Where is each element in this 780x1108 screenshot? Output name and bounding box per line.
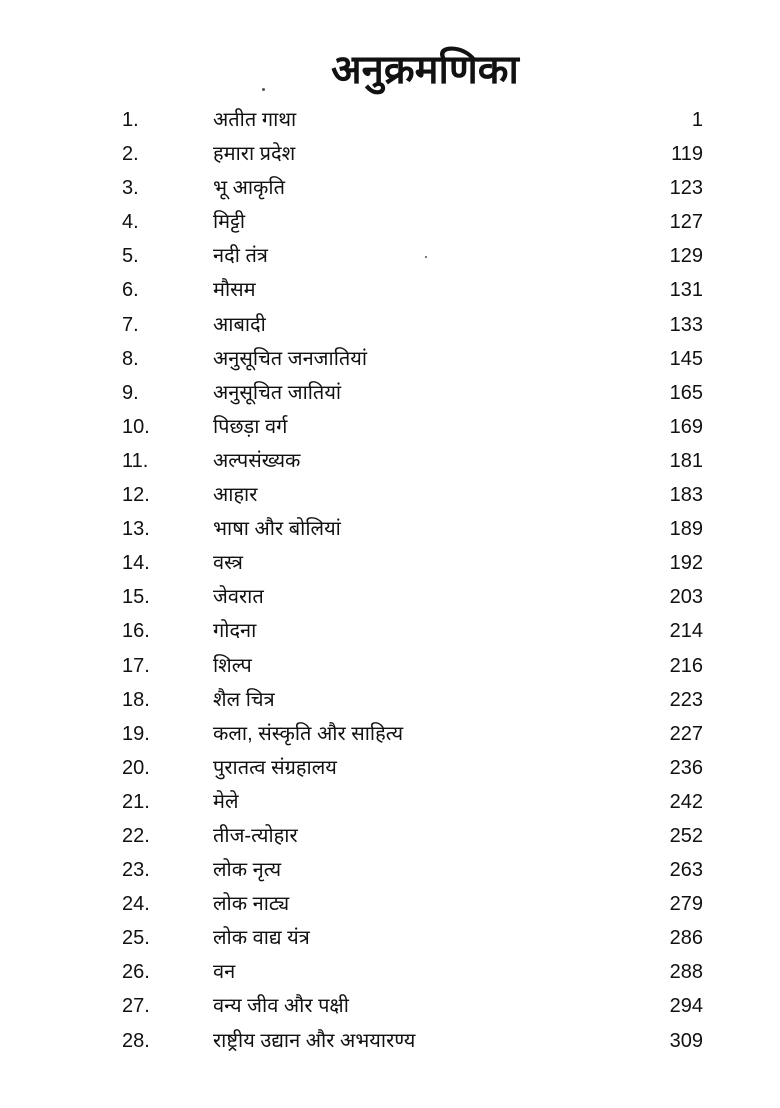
entry-page-number: 165 [669, 381, 703, 404]
entry-number: 11. [122, 449, 149, 472]
entry-number: 22. [122, 824, 150, 847]
entry-page-number: 309 [669, 1029, 703, 1052]
entry-number: 19. [122, 722, 150, 745]
entry-page-number: 127 [669, 211, 703, 234]
toc-entry [0, 991, 780, 1025]
entry-title: अनुसूचित जातियां [213, 381, 342, 404]
entry-title: आबादी [213, 313, 266, 336]
entry-title: जेवरात [213, 586, 264, 609]
entry-number: 20. [122, 756, 150, 779]
entry-page-number: 145 [669, 347, 703, 370]
toc-entry [0, 446, 780, 480]
entry-page-number: 119 [671, 143, 703, 166]
entry-title: पुरातत्व संग्रहालय [213, 756, 337, 779]
toc-entry [0, 480, 780, 514]
entry-number: 13. [122, 518, 150, 541]
entry-number: 26. [122, 961, 150, 984]
entry-page-number: 236 [669, 756, 703, 779]
entry-title: तीज-त्योहार [213, 824, 298, 847]
entry-number: 2. [122, 143, 139, 166]
entry-title: लोक नाट्य [213, 893, 290, 916]
entry-number: 16. [122, 620, 150, 643]
entry-page-number: 223 [669, 688, 703, 711]
entry-number: 4. [122, 211, 139, 234]
toc-entry [0, 753, 780, 787]
toc-entry [0, 685, 780, 719]
entry-number: 23. [122, 859, 150, 882]
entry-title: अतीत गाथा [213, 109, 297, 131]
toc-entry [0, 378, 780, 412]
entry-title: शिल्प [213, 654, 252, 677]
toc-entry [0, 241, 780, 275]
entry-number: 25. [122, 927, 150, 950]
entry-page-number: 294 [669, 995, 703, 1018]
entry-page-number: 189 [669, 518, 703, 541]
entry-number: 28. [122, 1029, 150, 1052]
entry-title: गोदना [213, 620, 257, 643]
toc-entry [0, 412, 780, 446]
entry-title: मिट्टी [213, 211, 246, 234]
entry-page-number: 133 [669, 313, 703, 336]
entry-title: लोक नृत्य [213, 859, 282, 882]
entry-page-number: 242 [669, 790, 703, 813]
entry-title: राष्ट्रीय उद्यान और अभयारण्य [213, 1029, 416, 1052]
toc-entry [0, 719, 780, 753]
entry-number: 5. [122, 245, 139, 268]
entry-title: हमारा प्रदेश [213, 143, 296, 166]
entry-title: भाषा और बोलियां [213, 518, 341, 541]
page-title: अनुक्रमणिका [331, 48, 519, 92]
entry-page-number: 203 [669, 586, 703, 609]
toc-entry [0, 889, 780, 923]
toc-entry [0, 651, 780, 685]
entry-page-number: 279 [669, 893, 703, 916]
toc-entry [0, 344, 780, 378]
toc-entry [0, 923, 780, 957]
entry-page-number: 169 [669, 415, 703, 438]
entry-number: 21. [122, 790, 150, 813]
toc-entry [0, 855, 780, 889]
toc-entry [0, 275, 780, 309]
entry-number: 18. [122, 688, 150, 711]
toc-entry [0, 105, 780, 139]
toc-entry [0, 310, 780, 344]
entry-page-number: 227 [669, 722, 703, 745]
toc-entry [0, 957, 780, 991]
toc-entry [0, 139, 780, 173]
entry-number: 8. [122, 347, 139, 370]
toc-entry [0, 548, 780, 582]
scan-speck [262, 88, 265, 91]
entry-page-number: 214 [669, 620, 703, 643]
toc-entry [0, 207, 780, 241]
entry-number: 17. [122, 654, 150, 677]
entry-title: मौसम [213, 279, 256, 302]
entry-title: आहार [213, 484, 258, 507]
entry-number: 10. [122, 415, 150, 438]
entry-page-number: 183 [669, 484, 703, 507]
entry-page-number: 286 [669, 927, 703, 950]
entry-title: भू आकृति [213, 177, 285, 200]
entry-page-number: 131 [669, 279, 703, 302]
toc-entry [0, 514, 780, 548]
entry-page-number: 263 [669, 859, 703, 882]
entry-number: 15. [122, 586, 150, 609]
toc-entry [0, 1026, 780, 1060]
entry-page-number: 192 [669, 552, 703, 575]
toc-entry [0, 821, 780, 855]
toc-entry [0, 616, 780, 650]
entry-title: वन्य जीव और पक्षी [213, 995, 349, 1018]
entry-page-number: 129 [669, 245, 703, 268]
entry-number: 6. [122, 279, 139, 302]
entry-number: 3. [122, 177, 139, 200]
entry-number: 12. [122, 484, 150, 507]
entry-page-number: 216 [669, 654, 703, 677]
entry-title: शैल चित्र [213, 688, 275, 711]
entry-title: अनुसूचित जनजातियां [213, 347, 368, 370]
entry-page-number: 1 [691, 109, 703, 131]
entry-number: 9. [122, 381, 139, 404]
table-of-contents [0, 105, 780, 1060]
toc-entry [0, 582, 780, 616]
entry-number: 24. [122, 893, 150, 916]
entry-page-number: 288 [669, 961, 703, 984]
entry-page-number: 252 [669, 824, 703, 847]
toc-entry [0, 173, 780, 207]
entry-page-number: 181 [669, 449, 703, 472]
entry-title: वन [213, 961, 236, 984]
entry-number: 7. [122, 313, 139, 336]
entry-title: लोक वाद्य यंत्र [213, 927, 310, 950]
entry-title: मेले [213, 790, 239, 813]
entry-title: वस्त्र [213, 552, 243, 575]
toc-entry [0, 787, 780, 821]
entry-title: नदी तंत्र [213, 245, 268, 268]
entry-title: अल्पसंख्यक [213, 449, 301, 472]
entry-number: 1. [122, 109, 139, 131]
entry-page-number: 123 [669, 177, 703, 200]
entry-number: 14. [122, 552, 150, 575]
entry-title: कला, संस्कृति और साहित्य [213, 722, 404, 745]
entry-number: 27. [122, 995, 150, 1018]
entry-title: पिछड़ा वर्ग [213, 415, 288, 438]
